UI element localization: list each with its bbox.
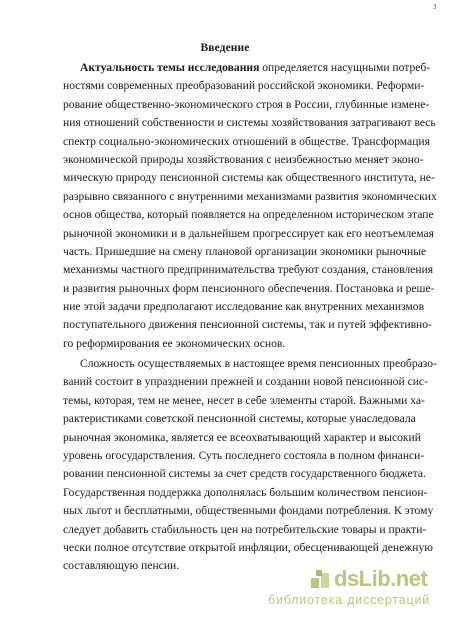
paragraph-line: ровании пенсионной системы за счет средств государственного бюджета.	[63, 467, 426, 481]
paragraph-line: чески полное отсутствие открытой инфляции, обесценивающей денежную	[63, 540, 433, 554]
paragraph-line: ваний состоит в упразднении прежней и создании новой пенсионной сис-	[63, 375, 428, 389]
paragraph-line: рыночная экономика, является ее всеохватывающий характер и высокий	[63, 430, 421, 444]
paragraph-line: механизмы частного предпринимательства требуют создания, становления	[63, 263, 434, 277]
paragraph-complexity	[63, 355, 437, 576]
paragraph-line: мическую природу пенсионной системы как общественного института, не-	[63, 171, 435, 185]
section-heading: Введение	[200, 42, 250, 54]
paragraph-line: и развития рыночных форм пенсионного обеспечения. Постановка и реше-	[63, 281, 435, 295]
paragraph-line: часть. Пришедшие на смену плановой организации экономики рыночные	[63, 244, 427, 258]
paragraph-line: поступательного движения пенсионной системы, так и путей эффективно-	[63, 318, 432, 332]
paragraph-line: ных льгот и бесплатными, общественными фондами потребления. К этому	[63, 504, 434, 518]
paragraph-line: ния отношений собственности и системы хозяйствования затрагивают весь	[63, 116, 436, 130]
paragraph-line: составляющую пенсии.	[63, 559, 180, 573]
paragraph-line: ние этой задачи предполагают исследование как внутренних механизмов	[63, 300, 425, 314]
paragraph-line: разрывно связанного с внутренними механизмами развития экономических	[63, 189, 437, 203]
paragraph-line: спектр социально-экономических отношений в обществе. Трансформация	[63, 134, 430, 148]
paragraph-line: экономической природы хозяйствования с неизбежностью меняет эконо-	[63, 152, 424, 166]
paragraph-relevance	[63, 59, 437, 353]
paragraph-line: рыночной экономики и в дальнейшем прогрессирует как его неотъемлемая	[63, 226, 434, 240]
lead-phrase: Актуальность темы исследования	[80, 61, 260, 74]
paragraph-line: уровень огосударствления. Суть последнего состояла в полном финанси-	[63, 448, 425, 462]
line-text: определяется насущными потреб-	[259, 61, 431, 74]
paragraph-line	[63, 59, 431, 77]
paragraph-line: рактеристиками советской пенсионной системы, которые унаследовала	[63, 412, 416, 426]
paragraph-line: основ общества, который появляется на определенном историческом этапе	[63, 208, 434, 222]
paragraph-line: ностями современных преобразований российской экономики. Реформи-	[63, 79, 425, 93]
paragraph-line: темы, которая, тем не менее, несет в себе элементы старой. Важными ха-	[63, 393, 425, 407]
dslib-subtitle: библиотека диссертаций	[268, 593, 431, 607]
paragraph-line: го реформирования ее экономических основ.	[63, 336, 286, 350]
paragraph-line: Сложность осуществляемых в настоящее время пенсионных преобразо-	[80, 357, 437, 370]
page-number: 3	[433, 3, 437, 11]
paragraph-line: рование общественно-экономического строя в России, глубинные измене-	[63, 97, 430, 111]
dslib-logo-text: dsLib.net	[334, 566, 428, 591]
paragraph-line: Государственная поддержка дополнялась большим количеством пенсион-	[63, 485, 428, 499]
paragraph-line: следует добавить стабильность цен на потребительские товары и практи-	[63, 522, 427, 536]
